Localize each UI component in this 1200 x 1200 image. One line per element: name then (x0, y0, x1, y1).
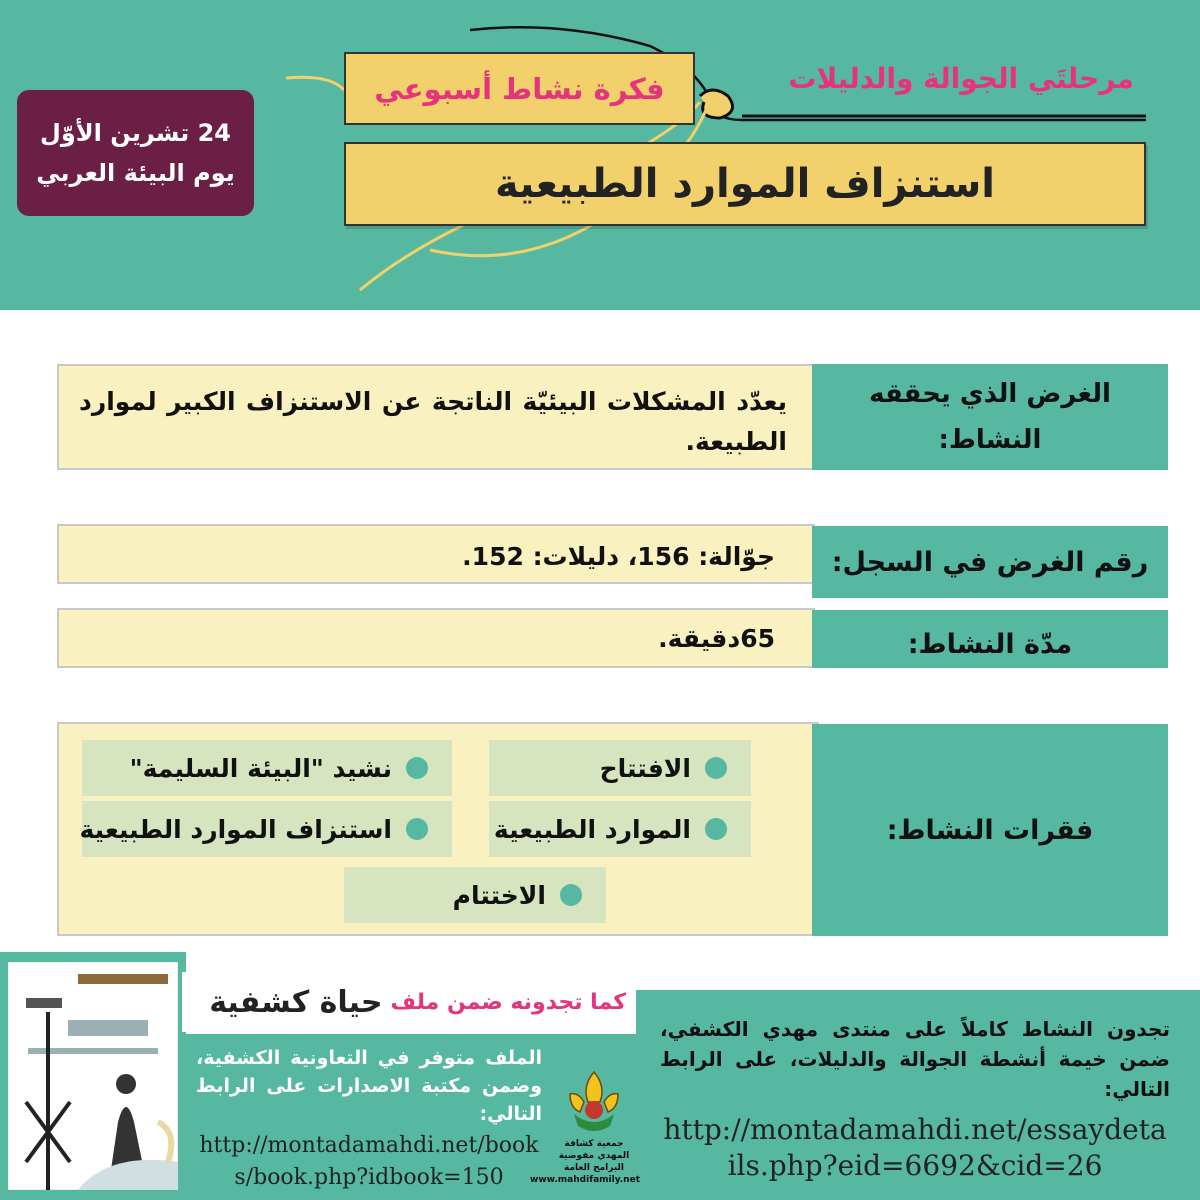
bullet-icon (705, 757, 727, 779)
list-item (489, 740, 751, 796)
list-item (489, 801, 751, 857)
weekly-idea-label: فكرة نشاط أسبوعي (344, 52, 695, 125)
library-text: الملف متوفر في التعاونية الكشفية، وضمن مكتبة الاصدارات على الرابط التالي: (196, 1047, 542, 1125)
items-label: فقرات النشاط: (812, 724, 1168, 936)
book-caption (182, 972, 634, 1032)
page-title: استنزاف الموارد الطبيعية (344, 142, 1146, 226)
date-line-2: يوم البيئة العربي (36, 159, 235, 187)
bullet-icon (406, 757, 428, 779)
list-item-label: الاختتام (452, 880, 546, 910)
duration-value: 65دقيقة. (57, 608, 815, 668)
list-item-label: استنزاف الموارد الطبيعية (79, 814, 392, 844)
library-link[interactable]: http://montadamahdi.net/books/book.php?idbook=150 (199, 1133, 539, 1190)
purpose-label: الغرض الذي يحققه النشاط: (812, 364, 1168, 470)
list-item (79, 801, 452, 857)
brand-name: حياة كشفية (209, 984, 383, 1020)
forum-text: تجدون النشاط كاملاً على منتدى مهدي الكشفي، ضمن خيمة أنشطة الجوالة والدليلات، على الرابط التالي: (660, 1017, 1170, 1101)
record-value: جوّالة: 156، دليلات: 152. (57, 524, 815, 584)
record-label: رقم الغرض في السجل: (812, 526, 1168, 598)
list-item-label: الافتتاح (599, 753, 691, 783)
book-cover-image (8, 962, 178, 1190)
list-item-label: الموارد الطبيعية (493, 814, 691, 844)
purpose-value: يعدّد المشكلات البيئيّة الناتجة عن الاستنزاف الكبير لموارد الطبيعة. (57, 364, 815, 470)
bullet-icon (560, 884, 582, 906)
organization-logo-icon (560, 1068, 628, 1138)
duration-label: مدّة النشاط: (812, 610, 1168, 668)
caption-text: كما تجدونه ضمن ملف (390, 989, 626, 1015)
bullet-icon (406, 818, 428, 840)
bullet-icon (705, 818, 727, 840)
list-item (82, 740, 452, 796)
stage-title: مرحلتَي الجوالة والدليلات (788, 62, 1134, 95)
list-item (344, 867, 606, 923)
date-line-1: 24 تشرين الأوّل (40, 119, 231, 147)
date-badge (17, 90, 254, 216)
forum-link[interactable]: http://montadamahdi.net/essaydetails.php?eid=6692&cid=26 (663, 1113, 1167, 1182)
organization-name: جمعية كشافة المهدي مفوضية البرامج العامة www.mahdifamily.net (530, 1139, 640, 1185)
list-item-label: نشيد "البيئة السليمة" (129, 753, 392, 783)
